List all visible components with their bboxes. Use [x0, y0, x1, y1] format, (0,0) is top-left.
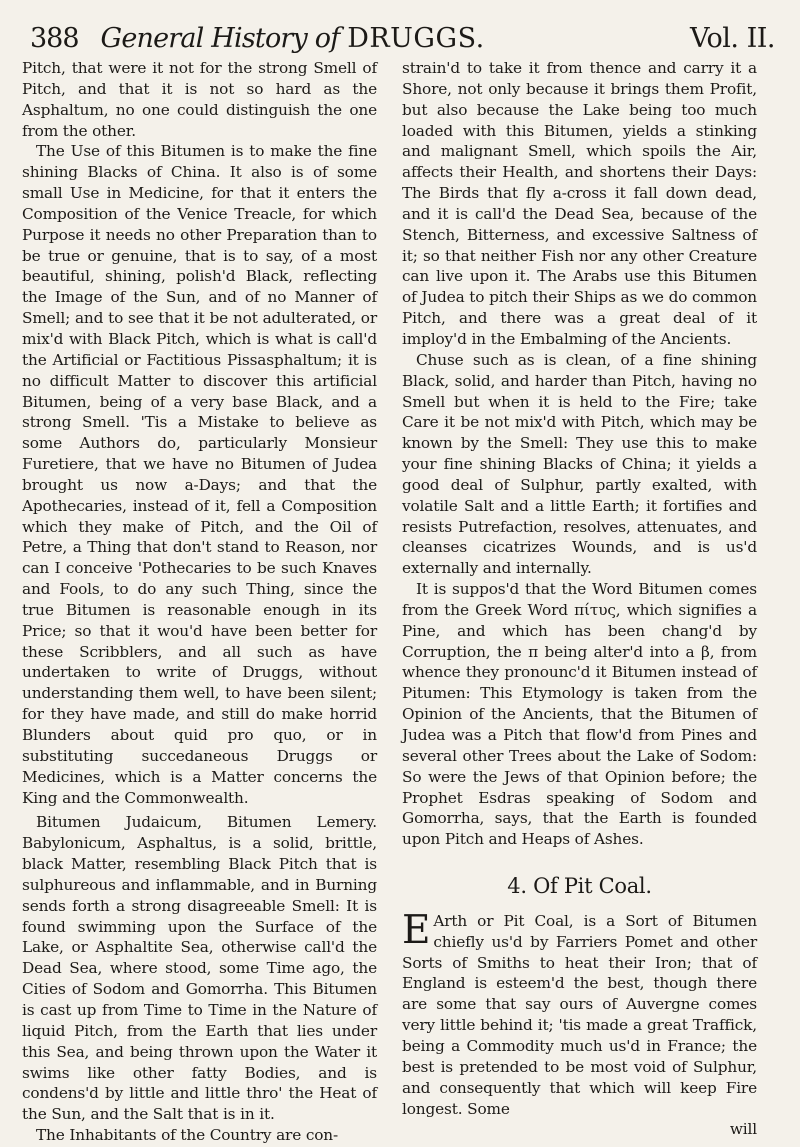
left-paragraph-1: Pitch, that were it not for the strong Smell of Pitch, and that it is not so hard as the Asphaltum, no one could distinguish the one from the other.	[22, 59, 377, 140]
running-title-italic: General History of	[100, 23, 348, 54]
running-header	[30, 8, 775, 54]
page-number: 388	[30, 23, 79, 54]
section-text: Arth or Pit Coal, is a Sort of Bitumen chiefly us'd by Farriers Pomet and other Sorts of Smiths to heat their Iron; that of England is esteem'd the best, though there are some that say ours of Auvergne comes very little behind it; 'tis made a great Traffick, being a Commodity much us'd in France; the best is pretended to be most void of Sulphur, and consequently that which will keep Fire longest. Some	[402, 911, 757, 1118]
volume-label: Vol. II.	[690, 23, 775, 54]
left-column	[22, 58, 377, 1146]
running-title	[101, 23, 485, 54]
right-paragraph-1: strain'd to take it from thence and carry it a Shore, not only because it brings them Profit, but also because the Lake being too much loaded with this Bitumen, yields a stinking and malignant Smell, which spoils the Air, affects their Health, and shortens their Days: The Birds that fly a-cross it fall down dead, and it is call'd the Dead Sea, because of the Stench, Bitterness, and excessive Saltness of it; so that neither Fish nor any other Creature can live upon it. The Arabs use this Bitumen of Judea to pitch their Ships as we do common Pitch, and there was a great deal of it imploy'd in the Embalming of the Ancients.	[402, 59, 757, 348]
section-heading: 4. Of Pit Coal.	[507, 874, 652, 899]
right-paragraph-3: It is suppos'd that the Word Bitumen comes from the Greek Word πίτυς, which signifies a Pine, and which has been chang'd by Corruption, the π being alter'd into a β, from whence they pronounc'd it Bitumen instead of Pitumen: This Etymology is taken from the Opinion of the Ancients, that the Bitumen of Judea was a Pitch that flow'd from Pines and several other Trees about the Lake of Sodom: So were the Jews of that Opinion before; the Prophet Esdras speaking of Sodom and Gomorrha, says, that the Earth is founded upon Pitch and Heaps of Ashes.	[402, 580, 757, 849]
drop-cap: E	[402, 907, 431, 953]
left-paragraph-2: The Use of this Bitumen is to make the fine shining Blacks of China. It also is of some small Use in Medicine, for that it enters the Composition of the Venice Treacle, for which Purpose it needs no other Preparation than to be true or genuine, that is to say, of a most beautiful, shining, polish'd Black, reflecting the Image of the Sun, and of no Manner of Smell; and to see that it be not adulterated, or mix'd with Black Pitch, which is what is call'd the Artificial or Factitious Pissasphaltum; it is no difficult Matter to discover this artificial Bitumen, being of a very base Black, and a strong Smell. 'Tis a Mistake to believe as some Authors do, particularly Monsieur Furetiere, that we have no Bitumen of Judea brought us now a-Days; and that the Apothecaries, instead of it, fell a Composition which they make of Pitch, and the Oil of Petre, a Thing that don't stand to Reason, nor can I conceive 'Pothecaries to be such Knaves and Fools, to do any such Thing, since the true Bitumen is reasonable enough in its Price; so that it wou'd have been better for these Scribblers, and all such as have undertaken to write of Druggs, without understanding them well, to have been silent; for they have made, and still do make horrid Blunders about quid pro quo, or in substituting succedaneous Druggs or Medicines, which is a Matter concerns the King and the Commonwealth.	[22, 142, 377, 807]
section-paragraph	[402, 907, 757, 1119]
right-column	[402, 58, 757, 1140]
left-paragraph-4: The Inhabitants of the Country are con-	[36, 1126, 339, 1145]
running-title-upper: DRUGGS.	[347, 23, 485, 54]
left-paragraph-3: Bitumen Judaicum, Bitumen Lemery. Babylonicum, Asphaltus, is a solid, brittle, black Matter, resembling Black Pitch that is sulphureous and inflammable, and in Burning sends forth a strong disagreeable Smell: It is found swimming upon the Surface of the Lake, or Asphaltite Sea, otherwise call'd the Dead Sea, where stood, some Time ago, the Cities of Sodom and Gomorrha. This Bitumen is cast up from Time to Time in the Nature of liquid Pitch, from the Earth that lies under this Sea, and being thrown upon the Water it swims like other fatty Bodies, and is condens'd by little and little thro' the Heat of the Sun, and the Salt that is in it.	[22, 813, 377, 1124]
catchword: will	[729, 1120, 757, 1139]
right-paragraph-2: Chuse such as is clean, of a fine shining Black, solid, and harder than Pitch, having no Smell but when it is held to the Fire; take Care it be not mix'd with Pitch, which may be known by the Smell: They use this to make your fine shining Blacks of China; it yields a good deal of Sulphur, partly exalted, with volatile Salt and a little Earth; it fortifies and resists Putrefaction, resolves, attenuates, and cleanses cicatrizes Wounds, and is us'd externally and internally.	[402, 350, 757, 578]
